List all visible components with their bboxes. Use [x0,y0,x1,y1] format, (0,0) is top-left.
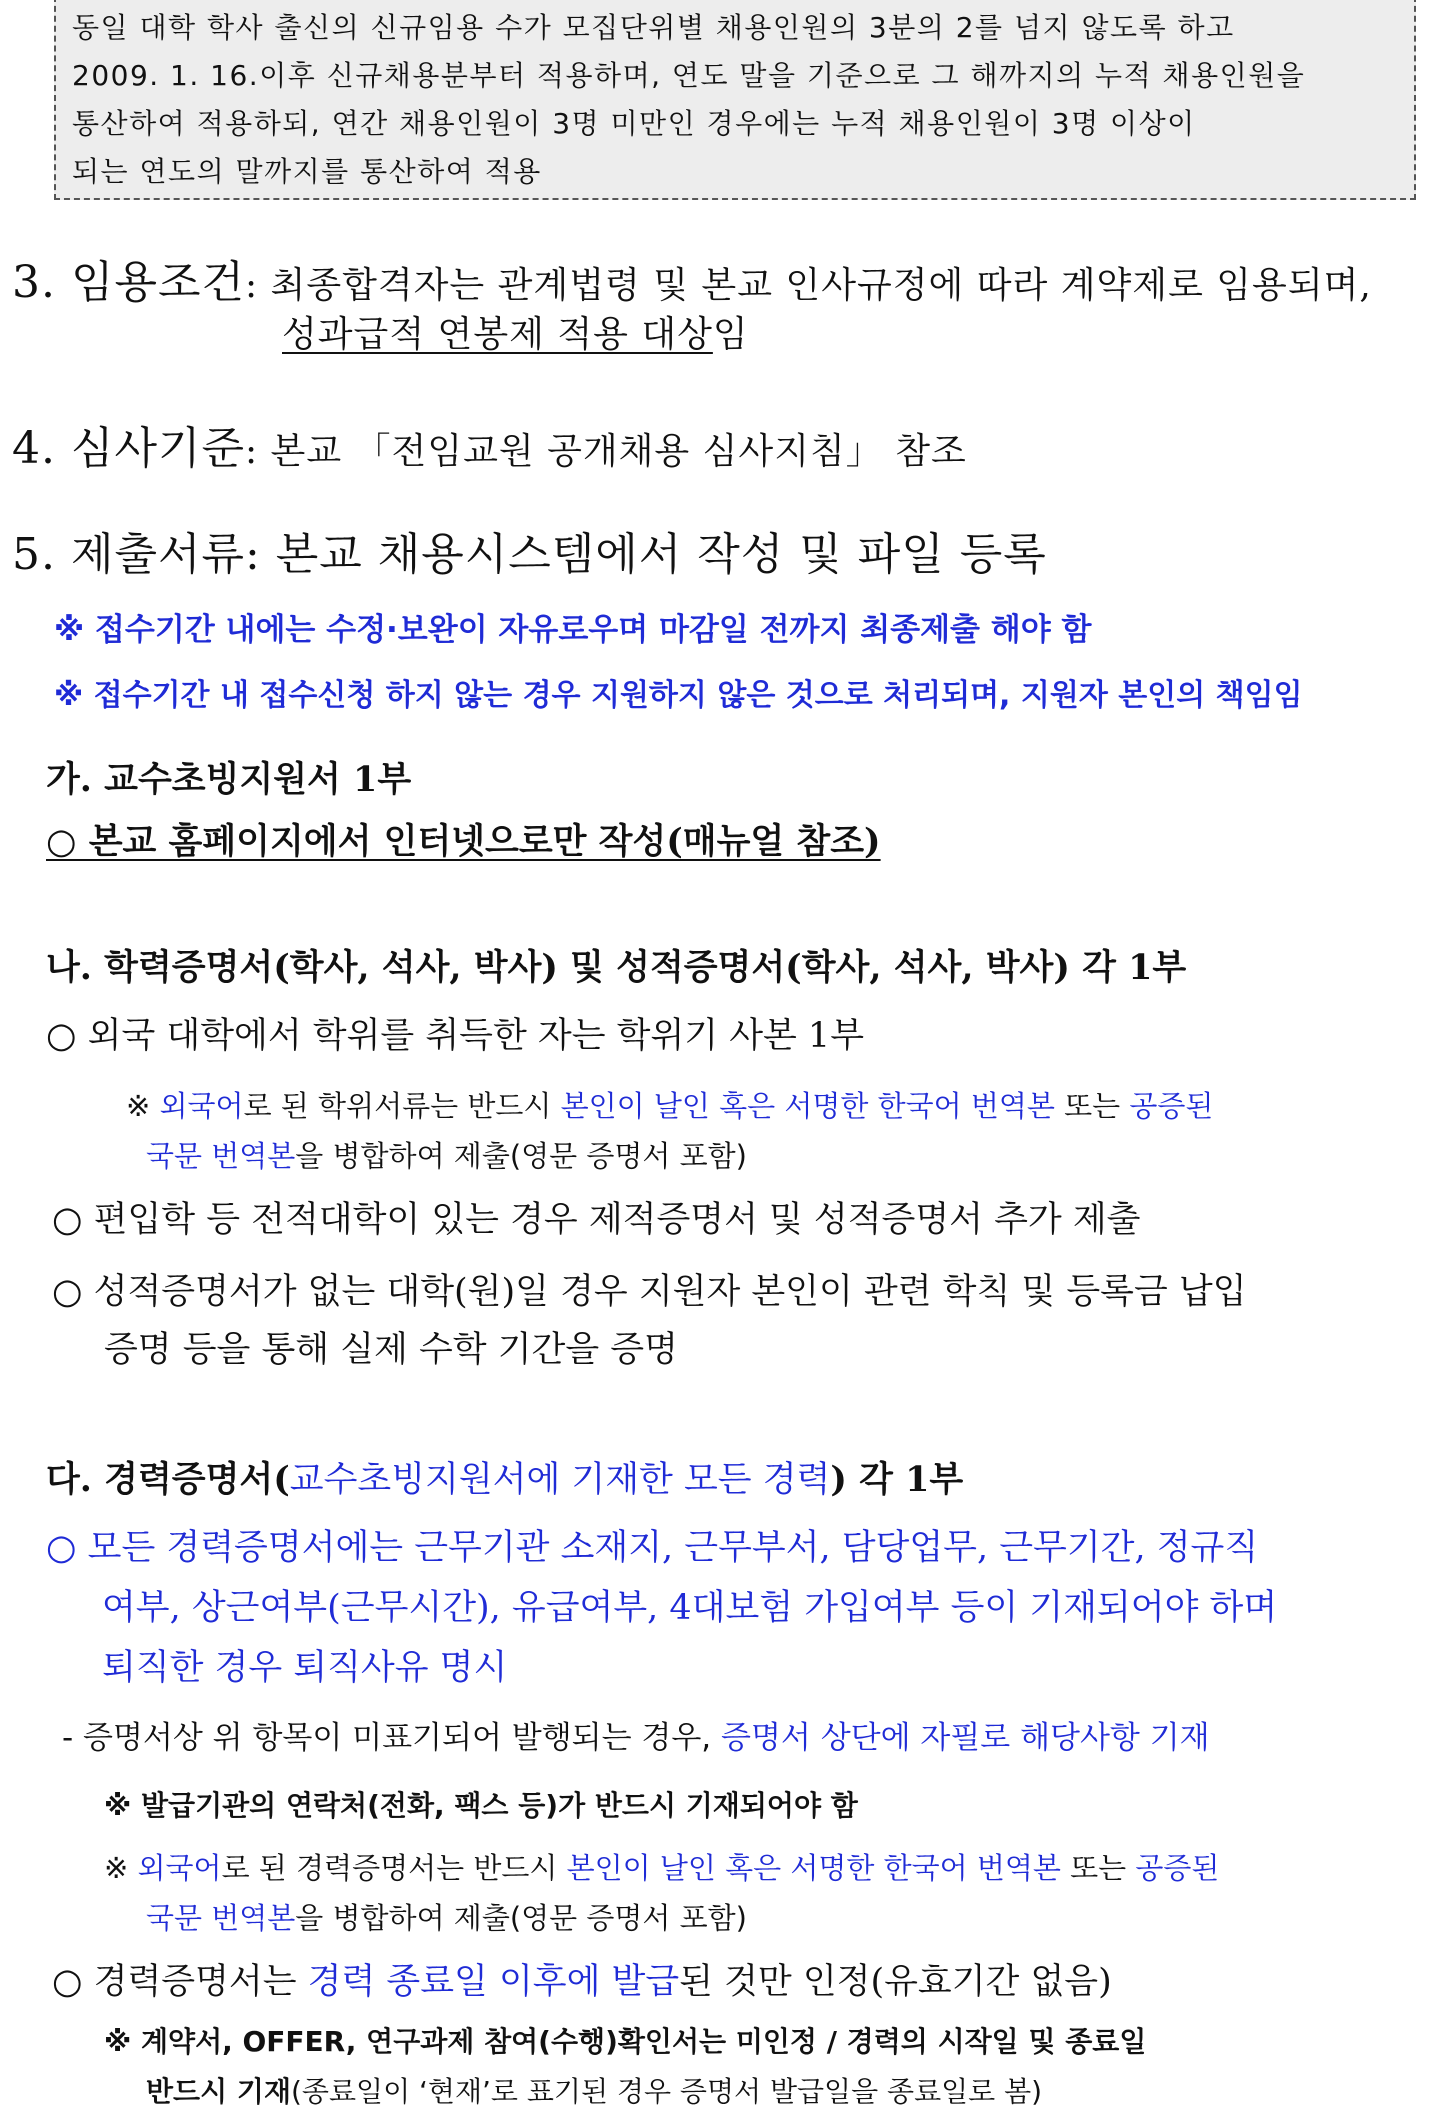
section-na-item-2: ○ 편입학 등 전적대학이 있는 경우 제적증명서 및 성적증명서 추가 제출 [52,1200,1141,1240]
note-notarized: 공증된 [1129,1089,1214,1123]
section-da-title-highlight: 교수초빙지원서에 기재한 모든 경력 [289,1460,831,1500]
section-na-note-line-2 [146,1134,747,1175]
section-da-note-1: ※ 발급기관의 연락처(전화, 팩스 등)가 반드시 기재되어야 함 [104,1789,858,1822]
section-da-title [46,1452,963,1502]
section-na-item-3-line-1: ○ 성적증명서가 없는 대학(원)일 경우 지원자 본인이 관련 학칙 및 등록금 납입 [52,1272,1247,1312]
section-5-warning-1: ※ 접수기간 내에는 수정·보완이 자유로우며 마감일 전까지 최종제출 해야 함 [54,612,1092,648]
note-tail: 을 병합하여 제출(영문 증명서 포함) [295,1139,747,1173]
section-4-label: 4. 심사기준 [12,423,245,474]
item-2-start: ○ 경력증명서는 [52,1962,297,2002]
section-da-item-1-line-1: ○ 모든 경력증명서에는 근무기관 소재지, 근무부서, 담당업무, 근무기간, 정규직 [46,1528,1259,1568]
note-notarized: 공증된 [1135,1851,1220,1885]
section-da-item-1-line-2: 여부, 상근여부(근무시간), 유급여부, 4대보험 가입여부 등이 기재되어야 하며 [102,1588,1278,1628]
note-3-tail: (종료일이 ‘현재’로 표기된 경우 증명서 발급일을 종료일로 봄) [291,2075,1043,2108]
note-text: 로 된 경력증명서는 반드시 [221,1851,558,1885]
note-3-bold: 반드시 기재 [146,2075,291,2108]
section-3-line-2 [282,306,749,357]
section-da-note-2-line-2 [146,1896,747,1937]
section-da-note-3-line-1: ※ 계약서, OFFER, 연구과제 참여(수행)확인서는 미인정 / 경력의 시작일 및 종료일 [104,2025,1147,2058]
section-3-heading [12,246,1372,310]
section-da-note-3-line-2 [146,2070,1042,2110]
section-na-item-1: ○ 외국 대학에서 학위를 취득한 자는 학위기 사본 1부 [46,1016,865,1056]
dash-text: - 증명서상 위 항목이 미표기되어 발행되는 경우, [62,1720,712,1756]
section-da-title-start: 다. 경력증명서( [46,1459,290,1500]
dash-highlight: 증명서 상단에 자필로 해당사항 기재 [721,1720,1210,1756]
section-na-item-3-line-2: 증명 등을 통해 실제 수학 기간을 증명 [104,1330,678,1370]
notice-line-3: 통산하여 적용하되, 연간 채용인원이 3명 미만인 경우에는 누적 채용인원이 3명 이상이 [72,107,1196,140]
section-na-note-line-1 [126,1084,1213,1125]
section-da-item-2 [52,1954,1112,2004]
section-da-title-end: ) 각 1부 [830,1459,964,1500]
section-3-label: 3. 임용조건 [12,257,245,308]
notice-box [54,0,1416,200]
notice-line-1: 동일 대학 학사 출신의 신규임용 수가 모집단위별 채용인원의 3분의 2를 넘지 않도록 하고 [72,11,1235,44]
note-foreign-lang: 외국어 [137,1851,222,1885]
note-text: 로 된 학위서류는 반드시 [243,1089,552,1123]
section-3-tail: 임 [712,314,749,355]
section-4-text: : 본교 「전임교원 공개채용 심사지침」 참조 [244,431,967,472]
section-da-note-2-line-1 [104,1846,1219,1887]
note-korean-translation: 국문 번역본 [146,1901,296,1935]
notice-line-2: 2009. 1. 16.이후 신규채용분부터 적용하며, 연도 말을 기준으로 그 해까지의 누적 채용인원을 [72,59,1306,92]
section-ga-title: 가. 교수초빙지원서 1부 [46,759,412,800]
section-5-heading: 5. 제출서류: 본교 채용시스템에서 작성 및 파일 등록 [12,529,1047,580]
section-da-dash-line [62,1712,1210,1757]
note-foreign-lang: 외국어 [159,1089,244,1123]
note-mark: ※ [126,1089,151,1123]
section-da-item-1-line-3: 퇴직한 경우 퇴직사유 명시 [102,1648,508,1688]
section-3-underlined-text: 성과급적 연봉제 적용 대상 [282,314,713,355]
item-2-highlight: 경력 종료일 이후에 발급 [307,1962,680,2002]
note-translation: 본인이 날인 혹은 서명한 한국어 번역본 [566,1851,1061,1885]
section-4-heading [12,412,967,476]
notice-line-4: 되는 연도의 말까지를 통산하여 적용 [72,155,542,188]
section-na-title: 나. 학력증명서(학사, 석사, 박사) 및 성적증명서(학사, 석사, 박사) 각 1부 [46,947,1187,988]
item-2-end: 된 것만 인정(유효기간 없음) [679,1962,1112,2002]
note-mark: ※ [104,1851,129,1885]
note-or: 또는 [1064,1089,1121,1123]
note-or: 또는 [1070,1851,1127,1885]
note-tail: 을 병합하여 제출(영문 증명서 포함) [295,1901,747,1935]
note-korean-translation: 국문 번역본 [146,1139,296,1173]
note-translation: 본인이 날인 혹은 서명한 한국어 번역본 [560,1089,1055,1123]
section-3-text: : 최종합격자는 관계법령 및 본교 인사규정에 따라 계약제로 임용되며, [244,265,1372,306]
section-ga-item-1: ○ 본교 홈페이지에서 인터넷으로만 작성(매뉴얼 참조) [46,821,881,862]
section-5-warning-2: ※ 접수기간 내 접수신청 하지 않는 경우 지원하지 않은 것으로 처리되며, 지원자 본인의 책임임 [54,678,1303,713]
